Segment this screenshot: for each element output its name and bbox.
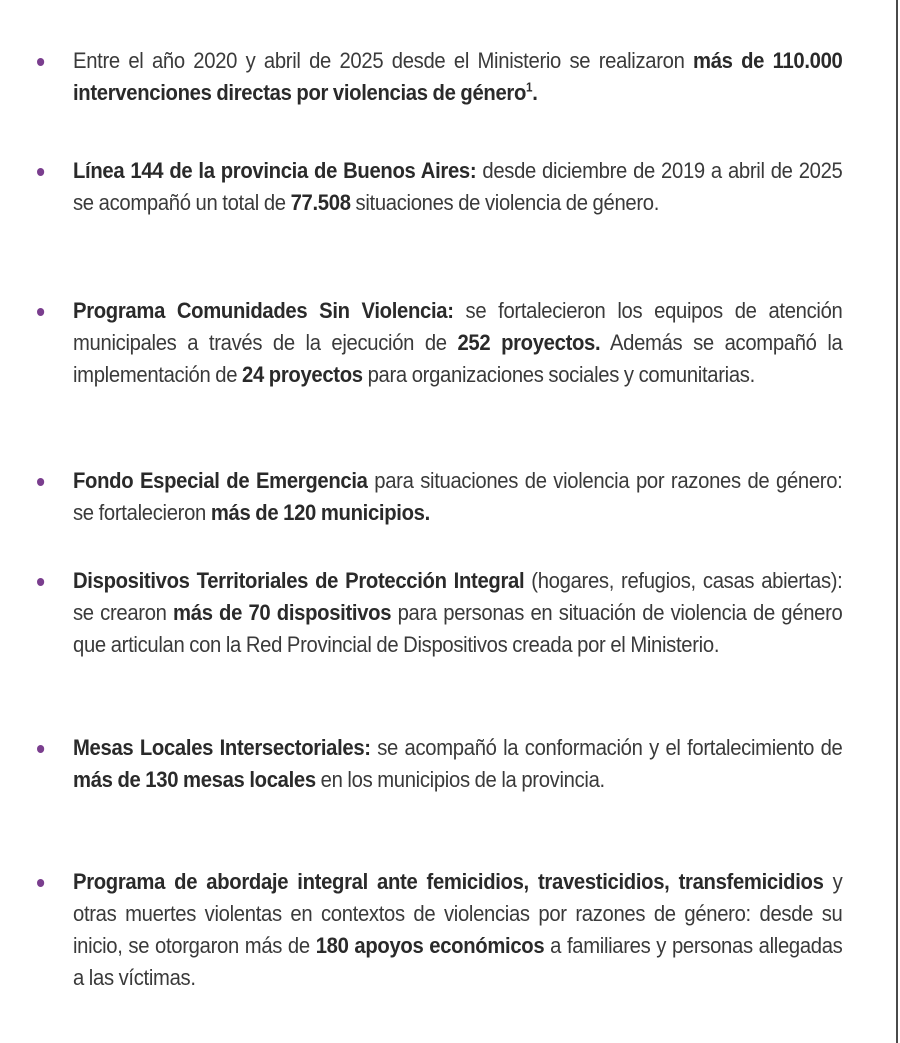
item-text: para personas en situación de violencia de género que articulan con la Red Provincial de Dispositivos creada por el Ministerio. (73, 600, 843, 657)
bullet-icon (37, 578, 44, 586)
item-highlight: más de 110.000 intervenciones directas por violencias de género (73, 48, 843, 105)
bullet-icon (37, 58, 44, 66)
list-item-dispositivos (73, 565, 843, 661)
item-highlight: más de 130 mesas locales (73, 767, 316, 792)
item-highlight: más de 70 dispositivos (173, 600, 392, 625)
item-text: (hogares, refugios, casas abiertas): se crearon (73, 568, 843, 625)
item-text: se acompañó la conformación y el fortalecimiento de (370, 735, 843, 760)
item-heading: Dispositivos Territoriales de Protección Integral (73, 568, 525, 593)
item-heading: Fondo Especial de Emergencia (73, 468, 368, 493)
bullet-icon (37, 879, 44, 887)
item-highlight: 24 proyectos (242, 362, 363, 387)
bullet-icon (37, 308, 44, 316)
item-highlight: 252 proyectos. (457, 330, 601, 355)
item-text: se fortalecieron los equipos de atención municipales a través de la ejecución de (73, 298, 843, 355)
item-heading: Programa de abordaje integral ante femicidios, travesticidios, transfemicidios (73, 869, 824, 894)
item-highlight: 77.508 (290, 190, 351, 215)
footnote-marker: 1 (526, 79, 533, 95)
item-text: para situaciones de violencia por razones de género: se fortalecieron (73, 468, 843, 525)
bullet-icon (37, 745, 44, 753)
item-text: a familiares y personas allegadas a las víctimas. (73, 933, 843, 990)
item-text: Además se acompañó la implementación de (73, 330, 843, 387)
bullet-icon (37, 478, 44, 486)
item-text: en los municipios de la provincia. (315, 767, 605, 792)
bullet-icon (37, 168, 44, 176)
item-text: y otras muertes violentas en contextos de violencias por razones de género: desde su inicio, se otorgaron más de (73, 869, 843, 958)
item-text: desde diciembre de 2019 a abril de 2025 se acompañó un total de (73, 158, 843, 215)
item-highlight: . (532, 80, 538, 105)
item-heading: Programa Comunidades Sin Violencia: (73, 298, 454, 323)
item-text: para organizaciones sociales y comunitarias. (362, 362, 755, 387)
item-heading: Mesas Locales Intersectoriales: (73, 735, 371, 760)
list-item-intervenciones (73, 45, 843, 109)
list-item-fondo-especial (73, 465, 843, 529)
list-item-abordaje-integral (73, 866, 843, 994)
item-highlight: más de 120 municipios. (210, 500, 430, 525)
list-item-mesas-locales (73, 732, 843, 796)
item-highlight: 180 apoyos económicos (315, 933, 545, 958)
item-text: situaciones de violencia de género. (350, 190, 660, 215)
list-item-comunidades (73, 295, 843, 391)
item-heading: Línea 144 de la provincia de Buenos Aires: (73, 158, 477, 183)
list-item-linea-144 (73, 155, 843, 219)
item-text: Entre el año 2020 y abril de 2025 desde el Ministerio se realizaron (73, 48, 694, 73)
